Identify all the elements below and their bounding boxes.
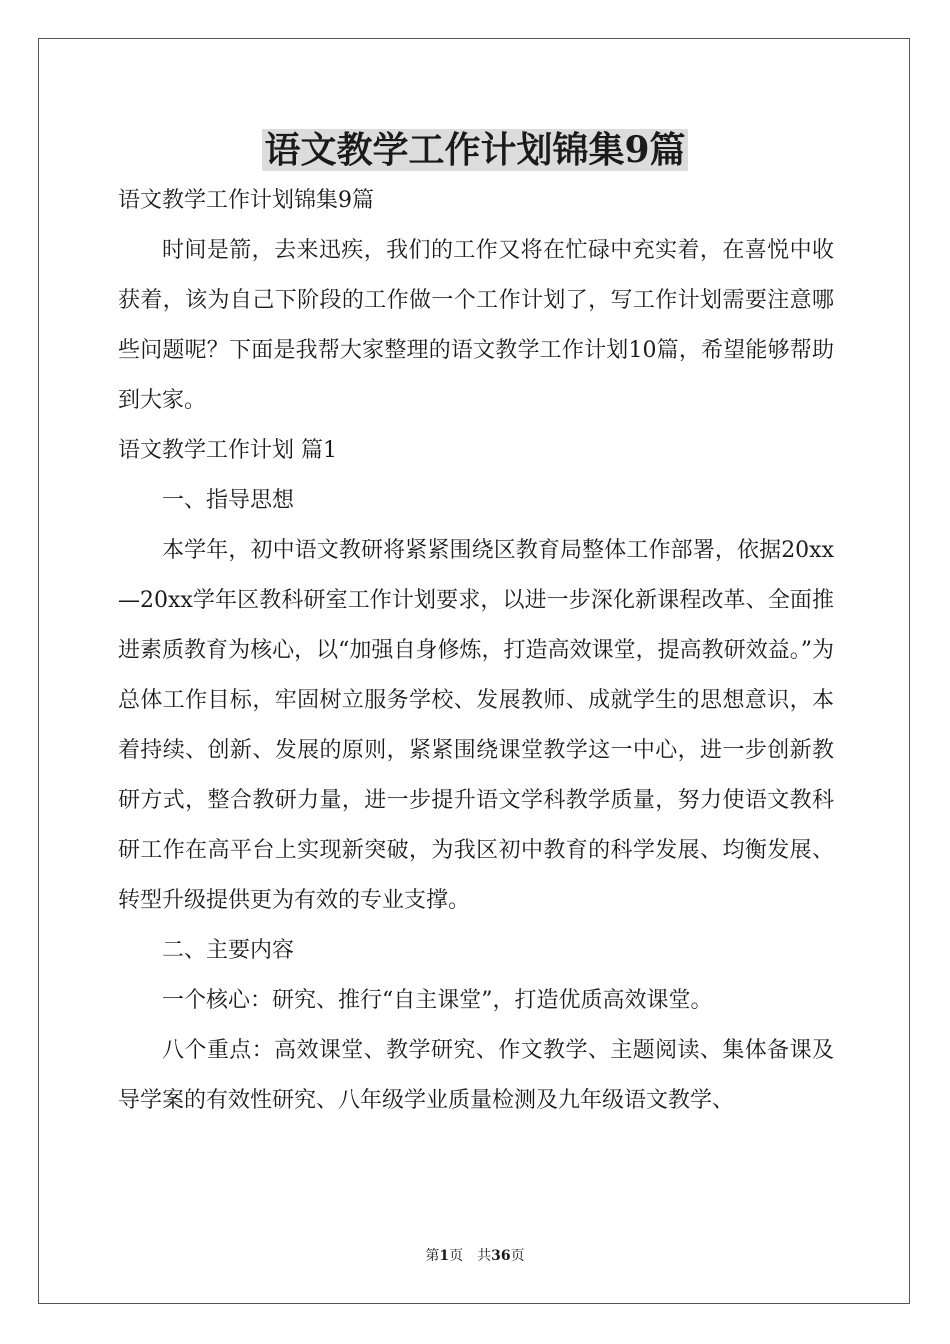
core-paragraph: 一个核心：研究、推行“自主课堂”，打造优质高效课堂。 bbox=[162, 988, 713, 1013]
footer-total-pages: 36 bbox=[491, 1248, 511, 1264]
intro-paragraph: 时间是箭，去来迅疾，我们的工作又将在忙碌中充实着，在喜悦中收获着，该为自己下阶段的工作做一个工作计划了，写工作计划需要注意哪些问题呢？下面是我帮大家整理的语文教学工作计划10篇，希望能够帮助到大家。 bbox=[118, 238, 834, 413]
section-heading: 语文教学工作计划 篇1 bbox=[118, 438, 337, 463]
body-paragraph: 本学年，初中语文教研将紧紧围绕区教育局整体工作部署，依据20xx—20xx学年区教科研室工作计划要求，以进一步深化新课程改革、全面推进素质教育为核心，以“加强自身修炼，打造高效课堂，提高教研效益。”为总体工作目标，牢固树立服务学校、发展教师、成就学生的思想意识，本着持续、创新、发展的原则，紧紧围绕课堂教学这一中心，进一步创新教研方式，整合教研力量，进一步提升语文学科教学质量，努力使语文教科研工作在高平台上实现新突破，为我区初中教育的科学发展、均衡发展、转型升级提供更为有效的专业支撑。 bbox=[118, 538, 834, 913]
key-points-paragraph: 八个重点：高效课堂、教学研究、作文教学、主题阅读、集体备课及导学案的有效性研究、八年级学业质量检测及九年级语文教学、 bbox=[118, 1038, 834, 1113]
footer-suffix: 页 bbox=[510, 1248, 525, 1264]
footer-current-page: 1 bbox=[439, 1248, 450, 1264]
document-body bbox=[118, 176, 834, 1126]
page-footer bbox=[0, 1246, 950, 1266]
footer-middle: 页 共 bbox=[449, 1248, 492, 1264]
subtitle-line: 语文教学工作计划锦集9篇 bbox=[118, 188, 374, 213]
footer-prefix: 第 bbox=[425, 1248, 440, 1264]
subsection-heading-main-content: 二、主要内容 bbox=[162, 938, 295, 963]
document-title bbox=[0, 124, 950, 176]
document-title-text: 语文教学工作计划锦集9篇 bbox=[264, 129, 686, 171]
subsection-heading-guiding-idea: 一、指导思想 bbox=[162, 488, 295, 513]
